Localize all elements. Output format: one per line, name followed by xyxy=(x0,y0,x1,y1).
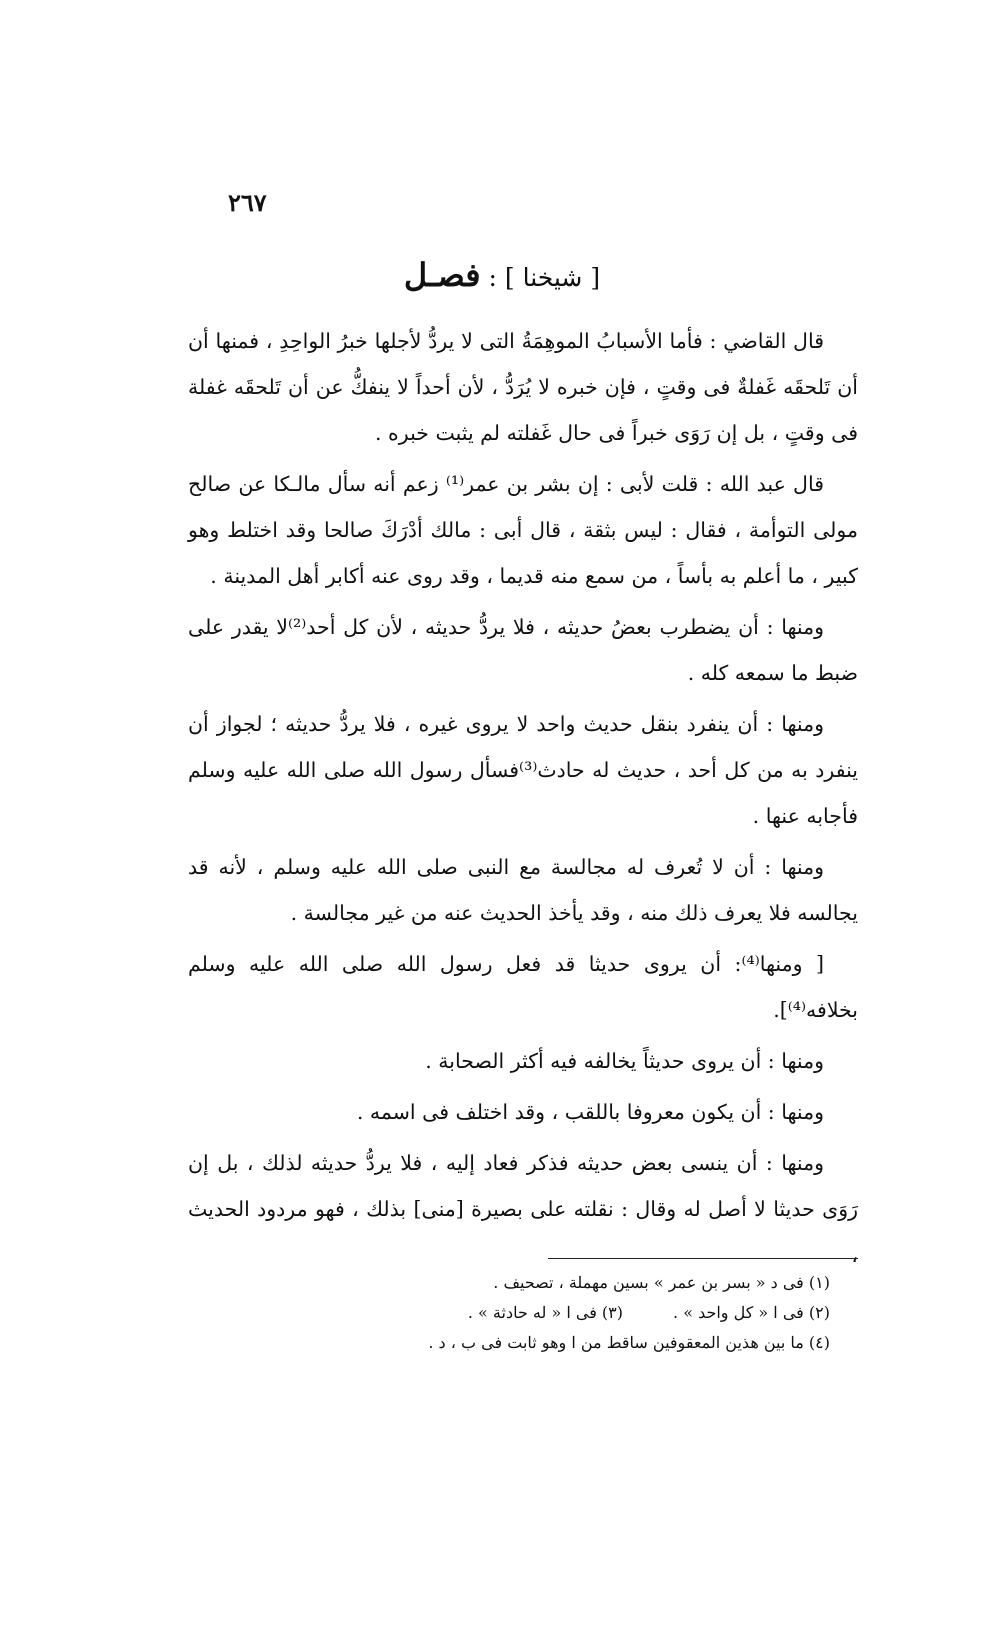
paragraph: ومنها : أن ينفرد بنقل حديث واحد لا يروى غيره ، فلا يردُّ حديثه ؛ لجواز أن ينفرد به من كل أحد ، حديث له حادث⁽³⁾فسأل رسول الله صلى الله عليه وسلم فأجابه عنها . xyxy=(188,712,859,828)
footnote-4: (٤) ما بين هذين المعقوفين ساقط من ا وهو ثابت فى ب ، د . xyxy=(428,1333,830,1352)
paragraph: قال القاضي : فأما الأسبابُ الموهِمَةُ التى لا يردُّ لأجلها خبرُ الواحِدِ ، فمنها أن أن تَلحقَه غَفلةٌ فى وقتٍ ، فإن خبره لا يُرَدُّ ، لأن أحداً لا ينفكُّ عن أن تَلحقَه غفلة فى وقتٍ ، بل إن رَوَى خبراً فى حال غَفلته لم يثبت خبره . xyxy=(188,329,858,445)
body-text xyxy=(188,318,858,1283)
footnote-row xyxy=(330,1298,830,1328)
section-heading xyxy=(0,256,1004,294)
footnotes xyxy=(330,1268,830,1358)
footnote-divider xyxy=(548,1258,858,1259)
footnote-3: (٣) فى ا « له حادثة » . xyxy=(467,1303,624,1322)
page-number: ٢٦٧ xyxy=(228,188,267,217)
paragraph: ومنها : أن ينسى بعض حديثه فذكر فعاد إليه ، فلا يردُّ حديثه لذلك ، بل إن رَوَى حديثا لا أصل له وقال : نقلته على بصيرة [منى] بذلك ، فهو مردود الحديث ، xyxy=(188,1151,858,1267)
paragraph: ومنها : أن يروى حديثاً يخالفه فيه أكثر الصحابة . xyxy=(425,1049,824,1073)
heading-prefix: [ شيخنا ] : xyxy=(488,263,601,292)
paragraph: قال عبد الله : قلت لأبى : إن بشر بن عمر⁽¹⁾ زعم أنه سأل مالـكا عن صالح مولى التوأمة ، فقال : ليس بثقة ، قال أبى : مالك أدْرَكَ صالحا وقد اختلط وهو كبير ، ما أعلم به بأساً ، من سمع منه قديما ، وقد روى عنه أكابر أهل المدينة . xyxy=(188,472,858,588)
paragraph: ومنها : أن يضطرب بعضُ حديثه ، فلا يردُّ حديثه ، لأن كل أحد⁽²⁾لا يقدر على ضبط ما سمعه كله . xyxy=(188,615,858,685)
heading-title: فصـل xyxy=(403,256,481,294)
footnote-1: (١) فى د « بسر بن عمر » بسين مهملة ، تصحيف . xyxy=(493,1273,830,1292)
paragraph: ومنها : أن لا تُعرف له مجالسة مع النبى صلى الله عليه وسلم ، لأنه قد يجالسه فلا يعرف ذلك منه ، وقد يأخذ الحديث عنه من غير مجالسة . xyxy=(188,855,858,925)
paragraph: [ ومنها⁽⁴⁾: أن يروى حديثا قد فعل رسول الله صلى الله عليه وسلم بخلافه⁽⁴⁾]. xyxy=(188,952,858,1022)
footnote-2: (٢) فى ا « كل واحد » . xyxy=(673,1303,830,1322)
paragraph: ومنها : أن يكون معروفا باللقب ، وقد اختلف فى اسمه . xyxy=(356,1100,824,1124)
